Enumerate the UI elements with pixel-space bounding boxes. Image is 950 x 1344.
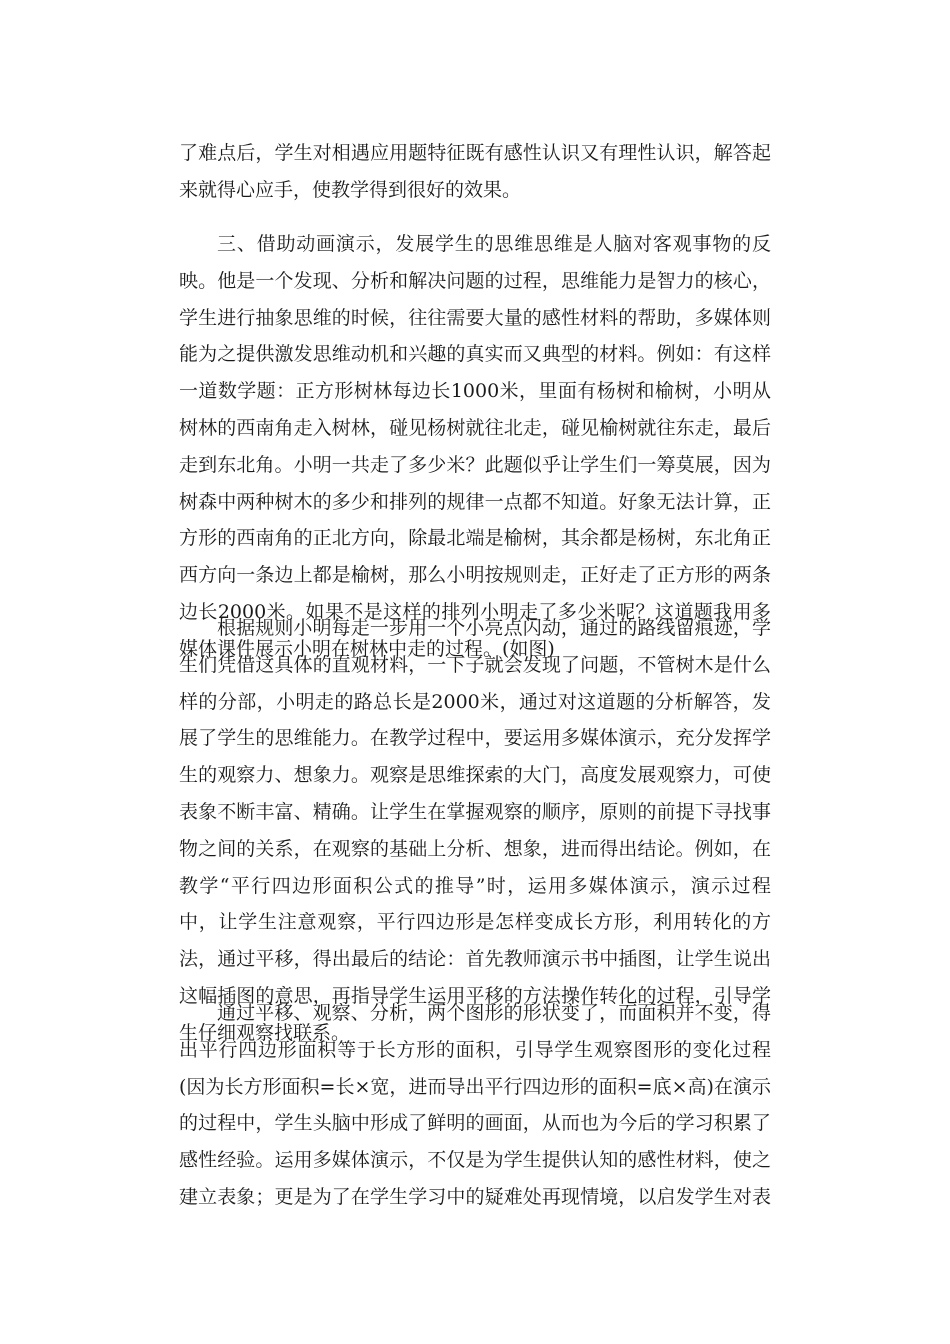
text-line: 建立表象；更是为了在学生学习中的疑难处再现情境，以启发学生对表 <box>179 1185 771 1208</box>
text-line: 表象不断丰富、精确。让学生在掌握观察的顺序，原则的前提下寻找事 <box>179 800 771 823</box>
text-line: 一道数学题：正方形树林每边长1000米，里面有杨树和榆树，小明从 <box>179 380 771 403</box>
text-line: 物之间的关系，在观察的基础上分析、想象，进而得出结论。例如，在 <box>179 837 771 860</box>
text-line: 教学“平行四边形面积公式的推导”时，运用多媒体演示，演示过程 <box>179 874 771 897</box>
text-line: 西方向一条边上都是榆树，那么小明按规则走，正好走了正方形的两条 <box>179 564 771 587</box>
text-line: 映。他是一个发现、分析和解决问题的过程，思维能力是智力的核心， <box>179 269 771 292</box>
text-line: 法，通过平移，得出最后的结论：首先教师演示书中插图，让学生说出 <box>179 948 771 971</box>
text-line: 树森中两种树木的多少和排列的规律一点都不知道。好象无法计算，正 <box>179 490 771 513</box>
text-line: 中，让学生注意观察，平行四边形是怎样变成长方形，利用转化的方 <box>179 911 771 934</box>
text-line: 能为之提供激发思维动机和兴趣的真实而又典型的材料。例如：有这样 <box>179 343 771 366</box>
text-line: 学生进行抽象思维的时候，往往需要大量的感性材料的帮助，多媒体则 <box>179 306 771 329</box>
text-line: 方形的西南角的正北方向，除最北端是榆树，其余都是杨树，东北角正 <box>179 527 771 550</box>
text-line: 根据规则小明每走一步用一个小亮点闪动，通过的路线留痕迹，学 <box>217 617 771 639</box>
paragraph-1 <box>179 135 771 209</box>
text-line: 这幅插图的意思，再指导学生运用平移的方法操作转化的过程，引导学 <box>179 984 771 1007</box>
text-line: 的过程中，学生头脑中形成了鲜明的画面，从而也为今后的学习积累了 <box>179 1112 771 1135</box>
text-line: 生仔细观察找联系。 <box>179 1021 351 1044</box>
text-line: 通过平移、观察、分析，两个图形的形状变了，而面积并不变，得 <box>217 1002 771 1024</box>
paragraph-4 <box>179 995 771 1216</box>
text-line: 样的分部，小明走的路总长是2000米，通过对这道题的分析解答，发 <box>179 690 771 713</box>
text-line: 媒体课件展示小明在树林中走的过程。(如图) <box>179 637 555 660</box>
text-line: (因为长方形面积=长×宽，进而导出平行四边形的面积=底×高)在演示 <box>179 1075 771 1098</box>
text-line: 感性经验。运用多媒体演示，不仅是为学生提供认知的感性材料，使之 <box>179 1149 771 1172</box>
text-line: 走到东北角。小明一共走了多少米？此题似乎让学生们一筹莫展，因为 <box>179 453 771 476</box>
text-line: 三、借助动画演示，发展学生的思维思维是人脑对客观事物的反 <box>217 233 771 255</box>
text-line: 展了学生的思维能力。在教学过程中，要运用多媒体演示，充分发挥学 <box>179 727 771 750</box>
text-line: 树林的西南角走入树林，碰见杨树就往北走，碰见榆树就往东走，最后 <box>179 416 771 439</box>
text-line: 生们凭借这具体的直观材料，一下子就会发现了问题，不管树木是什么 <box>179 653 771 676</box>
text-line: 出平行四边形面积等于长方形的面积，引导学生观察图形的变化过程 <box>179 1038 771 1061</box>
text-line: 了难点后，学生对相遇应用题特征既有感性认识又有理性认识，解答起 <box>179 142 771 164</box>
paragraph-2 <box>179 226 771 668</box>
text-line: 来就得心应手，使教学得到很好的效果。 <box>179 178 522 201</box>
text-line: 边长2000米。如果不是这样的排列小明走了多少米呢？这道题我用多 <box>179 600 771 623</box>
paragraph-3 <box>179 610 771 1052</box>
text-line: 生的观察力、想象力。观察是思维探索的大门，高度发展观察力，可使 <box>179 764 771 787</box>
